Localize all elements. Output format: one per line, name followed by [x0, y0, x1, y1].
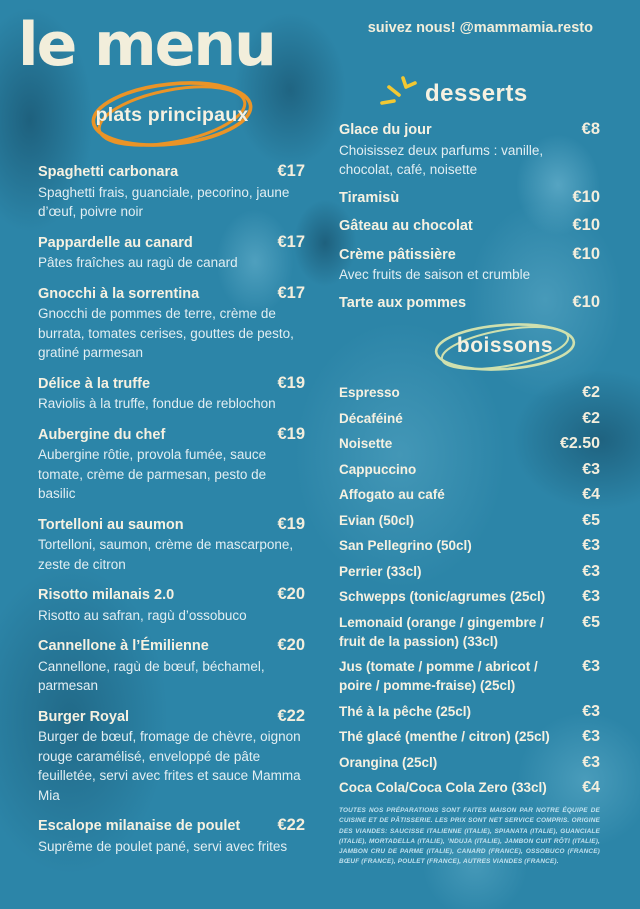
item-description: Spaghetti frais, guanciale, pecorino, jaune d’œuf, poivre noir [38, 184, 290, 219]
item-name: Risotto milanais 2.0 [38, 587, 175, 603]
menu-item [38, 585, 305, 625]
plats-heading-wrap [38, 80, 305, 148]
item-name: Spaghetti carbonara [38, 164, 179, 180]
item-name: Tortelloni au saumon [38, 516, 184, 533]
menu-item [38, 816, 305, 856]
item-price: €17 [277, 162, 305, 180]
menu-item [38, 233, 305, 273]
desserts-list [339, 120, 600, 313]
social-handle[interactable]: suivez nous! @mammamia.resto [367, 20, 593, 36]
item-name: Burger Royal [38, 708, 130, 725]
item-description: Choisissez deux parfums : vanille, chocolat, café, noisette [339, 142, 544, 177]
menu-item [38, 162, 305, 222]
item-name: Gâteau au chocolat [339, 218, 473, 234]
menu-item [38, 515, 305, 575]
drink-item [339, 753, 600, 772]
menu-item [339, 245, 600, 285]
menu-item [339, 293, 600, 314]
drink-name: Perrier (33cl) [339, 563, 422, 579]
item-price: €10 [572, 292, 600, 311]
boissons-heading-wrap [339, 321, 600, 373]
sparkle-icon [379, 74, 419, 112]
drink-price: €3 [582, 658, 600, 675]
drink-price: €2 [582, 384, 600, 401]
item-description: Avec fruits de saison et crumble [339, 267, 531, 282]
drink-price: €3 [582, 537, 600, 554]
drink-name: Lemonaid (orange / gingembre / fruit de la passion) (33cl) [339, 614, 544, 649]
drink-name: San Pellegrino (50cl) [339, 538, 472, 553]
menu-item [38, 707, 305, 806]
item-name: Aubergine du chef [38, 426, 166, 443]
drink-item [339, 511, 600, 530]
plats-list [38, 162, 305, 856]
drink-item [339, 536, 600, 555]
drink-name: Jus (tomate / pomme / abricot / poire / pomme-fraise) (25cl) [339, 659, 538, 693]
drink-name: Décaféiné [339, 410, 403, 426]
item-price: €19 [277, 514, 305, 533]
drink-price: €3 [582, 702, 600, 720]
menu-item [38, 284, 305, 363]
drink-name: Evian (50cl) [339, 512, 415, 528]
item-price: €19 [277, 424, 305, 443]
item-price: €8 [581, 120, 600, 138]
drink-price: €3 [582, 728, 600, 745]
item-description: Burger de bœuf, fromage de chèvre, oignon rouge caramélisé, enveloppé de pâte feuilletée, servi avec frites et sauce Mamma Mia [38, 729, 301, 803]
item-description: Risotto au safran, ragù d’ossobuco [38, 607, 247, 623]
item-price: €10 [572, 216, 600, 234]
item-price: €22 [277, 816, 305, 834]
item-price: €20 [277, 636, 305, 654]
drink-item [339, 702, 600, 721]
section-plats-principaux [38, 80, 305, 867]
boissons-heading: boissons [456, 334, 554, 357]
drink-price: €5 [582, 613, 600, 631]
drink-price: €5 [582, 511, 600, 529]
item-name: Escalope milanaise de poulet [38, 818, 241, 834]
item-description: Tortelloni, saumon, crème de mascarpone, zeste de citron [38, 537, 294, 572]
item-price: €10 [572, 187, 600, 206]
drink-item [339, 727, 600, 746]
drink-name: Coca Cola/Coca Cola Zero (33cl) [339, 780, 547, 795]
drinks-list [339, 383, 600, 797]
drink-name: Espresso [339, 385, 400, 400]
drink-item [339, 778, 600, 797]
menu-item [339, 120, 600, 180]
item-price: €19 [277, 373, 305, 392]
item-name: Pappardelle au canard [38, 234, 193, 251]
drink-name: Cappuccino [339, 461, 417, 477]
drink-price: €3 [582, 588, 600, 605]
menu-item [339, 216, 600, 237]
menu-item [339, 188, 600, 209]
item-description: Pâtes fraîches au ragù de canard [38, 255, 238, 270]
item-description: Raviolis à la truffe, fondue de reblochon [38, 396, 276, 411]
item-price: €22 [277, 706, 305, 725]
drink-name: Noisette [339, 436, 393, 451]
plats-heading: plats principaux [95, 104, 249, 126]
item-description: Cannellone, ragù de bœuf, béchamel, parmesan [38, 658, 265, 693]
item-name: Tiramisù [339, 189, 400, 206]
drink-item [339, 409, 600, 428]
drink-item [339, 485, 600, 504]
drink-name: Schwepps (tonic/agrumes (25cl) [339, 589, 546, 604]
drink-price: €3 [582, 753, 600, 771]
drink-item [339, 460, 600, 479]
desserts-heading-wrap [339, 78, 600, 120]
drink-price: €2 [582, 409, 600, 427]
drink-name: Thé à la pêche (25cl) [339, 703, 472, 719]
item-description: Aubergine rôtie, provola fumée, sauce tomate, crème de parmesan, pesto de basilic [38, 447, 267, 501]
drink-item [339, 587, 600, 606]
item-name: Délice à la truffe [38, 375, 151, 392]
page-title: le menu [18, 10, 275, 80]
desserts-heading: desserts [425, 80, 528, 107]
item-description: Gnocchi de pommes de terre, crème de burrata, tomates cerises, gouttes de pesto, gratiné parmesan [38, 306, 294, 360]
drink-name: Orangina (25cl) [339, 754, 438, 770]
drink-price: €3 [582, 460, 600, 478]
menu-item [38, 636, 305, 696]
item-price: €17 [277, 232, 305, 251]
item-name: Glace du jour [339, 122, 432, 138]
drink-name: Affogato au café [339, 487, 445, 502]
drink-item [339, 613, 600, 651]
item-name: Cannellone à l’Émilienne [38, 638, 209, 654]
menu-item [38, 425, 305, 504]
item-price: €10 [572, 244, 600, 263]
drink-price: €3 [582, 562, 600, 580]
item-description: Suprême de poulet pané, servi avec frites [38, 838, 288, 854]
item-price: €17 [277, 283, 305, 302]
menu-item [38, 374, 305, 414]
drink-price: €2.50 [559, 435, 600, 452]
item-name: Crème pâtissière [339, 246, 456, 263]
drink-name: Thé glacé (menthe / citron) (25cl) [339, 729, 550, 744]
item-price: €20 [277, 585, 305, 603]
drink-item [339, 657, 600, 695]
footer-note: TOUTES NOS PRÉPARATIONS SONT FAITES MAISON PAR NOTRE ÉQUIPE DE CUISINE ET DE PÂTISSERIE. LES PRIX SONT NET SERVICE COMPRIS. ORIGINE DES VIANDES: SAUCISSE ITALIENNE (ITALIE), SPIANATA (ITALIE), GUANCIALE (ITALIE), MORTADELLA (ITALIE), ’NDUJA (ITALIE), JAMBON CUIT RÔTI (ITALIE), JAMBON CRU DE PARME (ITALIE), CANARD (FRANCE), OSSOBUCO (FRANCE) BŒUF (FRANCE), POULET (FRANCE), AUTRES VIANDES (FRANCE). [339, 807, 600, 866]
drink-price: €4 [582, 779, 600, 796]
drink-item [339, 383, 600, 402]
drink-item [339, 562, 600, 581]
item-name: Gnocchi à la sorrentina [38, 285, 200, 302]
drink-price: €4 [582, 486, 600, 503]
right-column [339, 78, 600, 868]
drink-item [339, 434, 600, 453]
item-name: Tarte aux pommes [339, 294, 467, 311]
